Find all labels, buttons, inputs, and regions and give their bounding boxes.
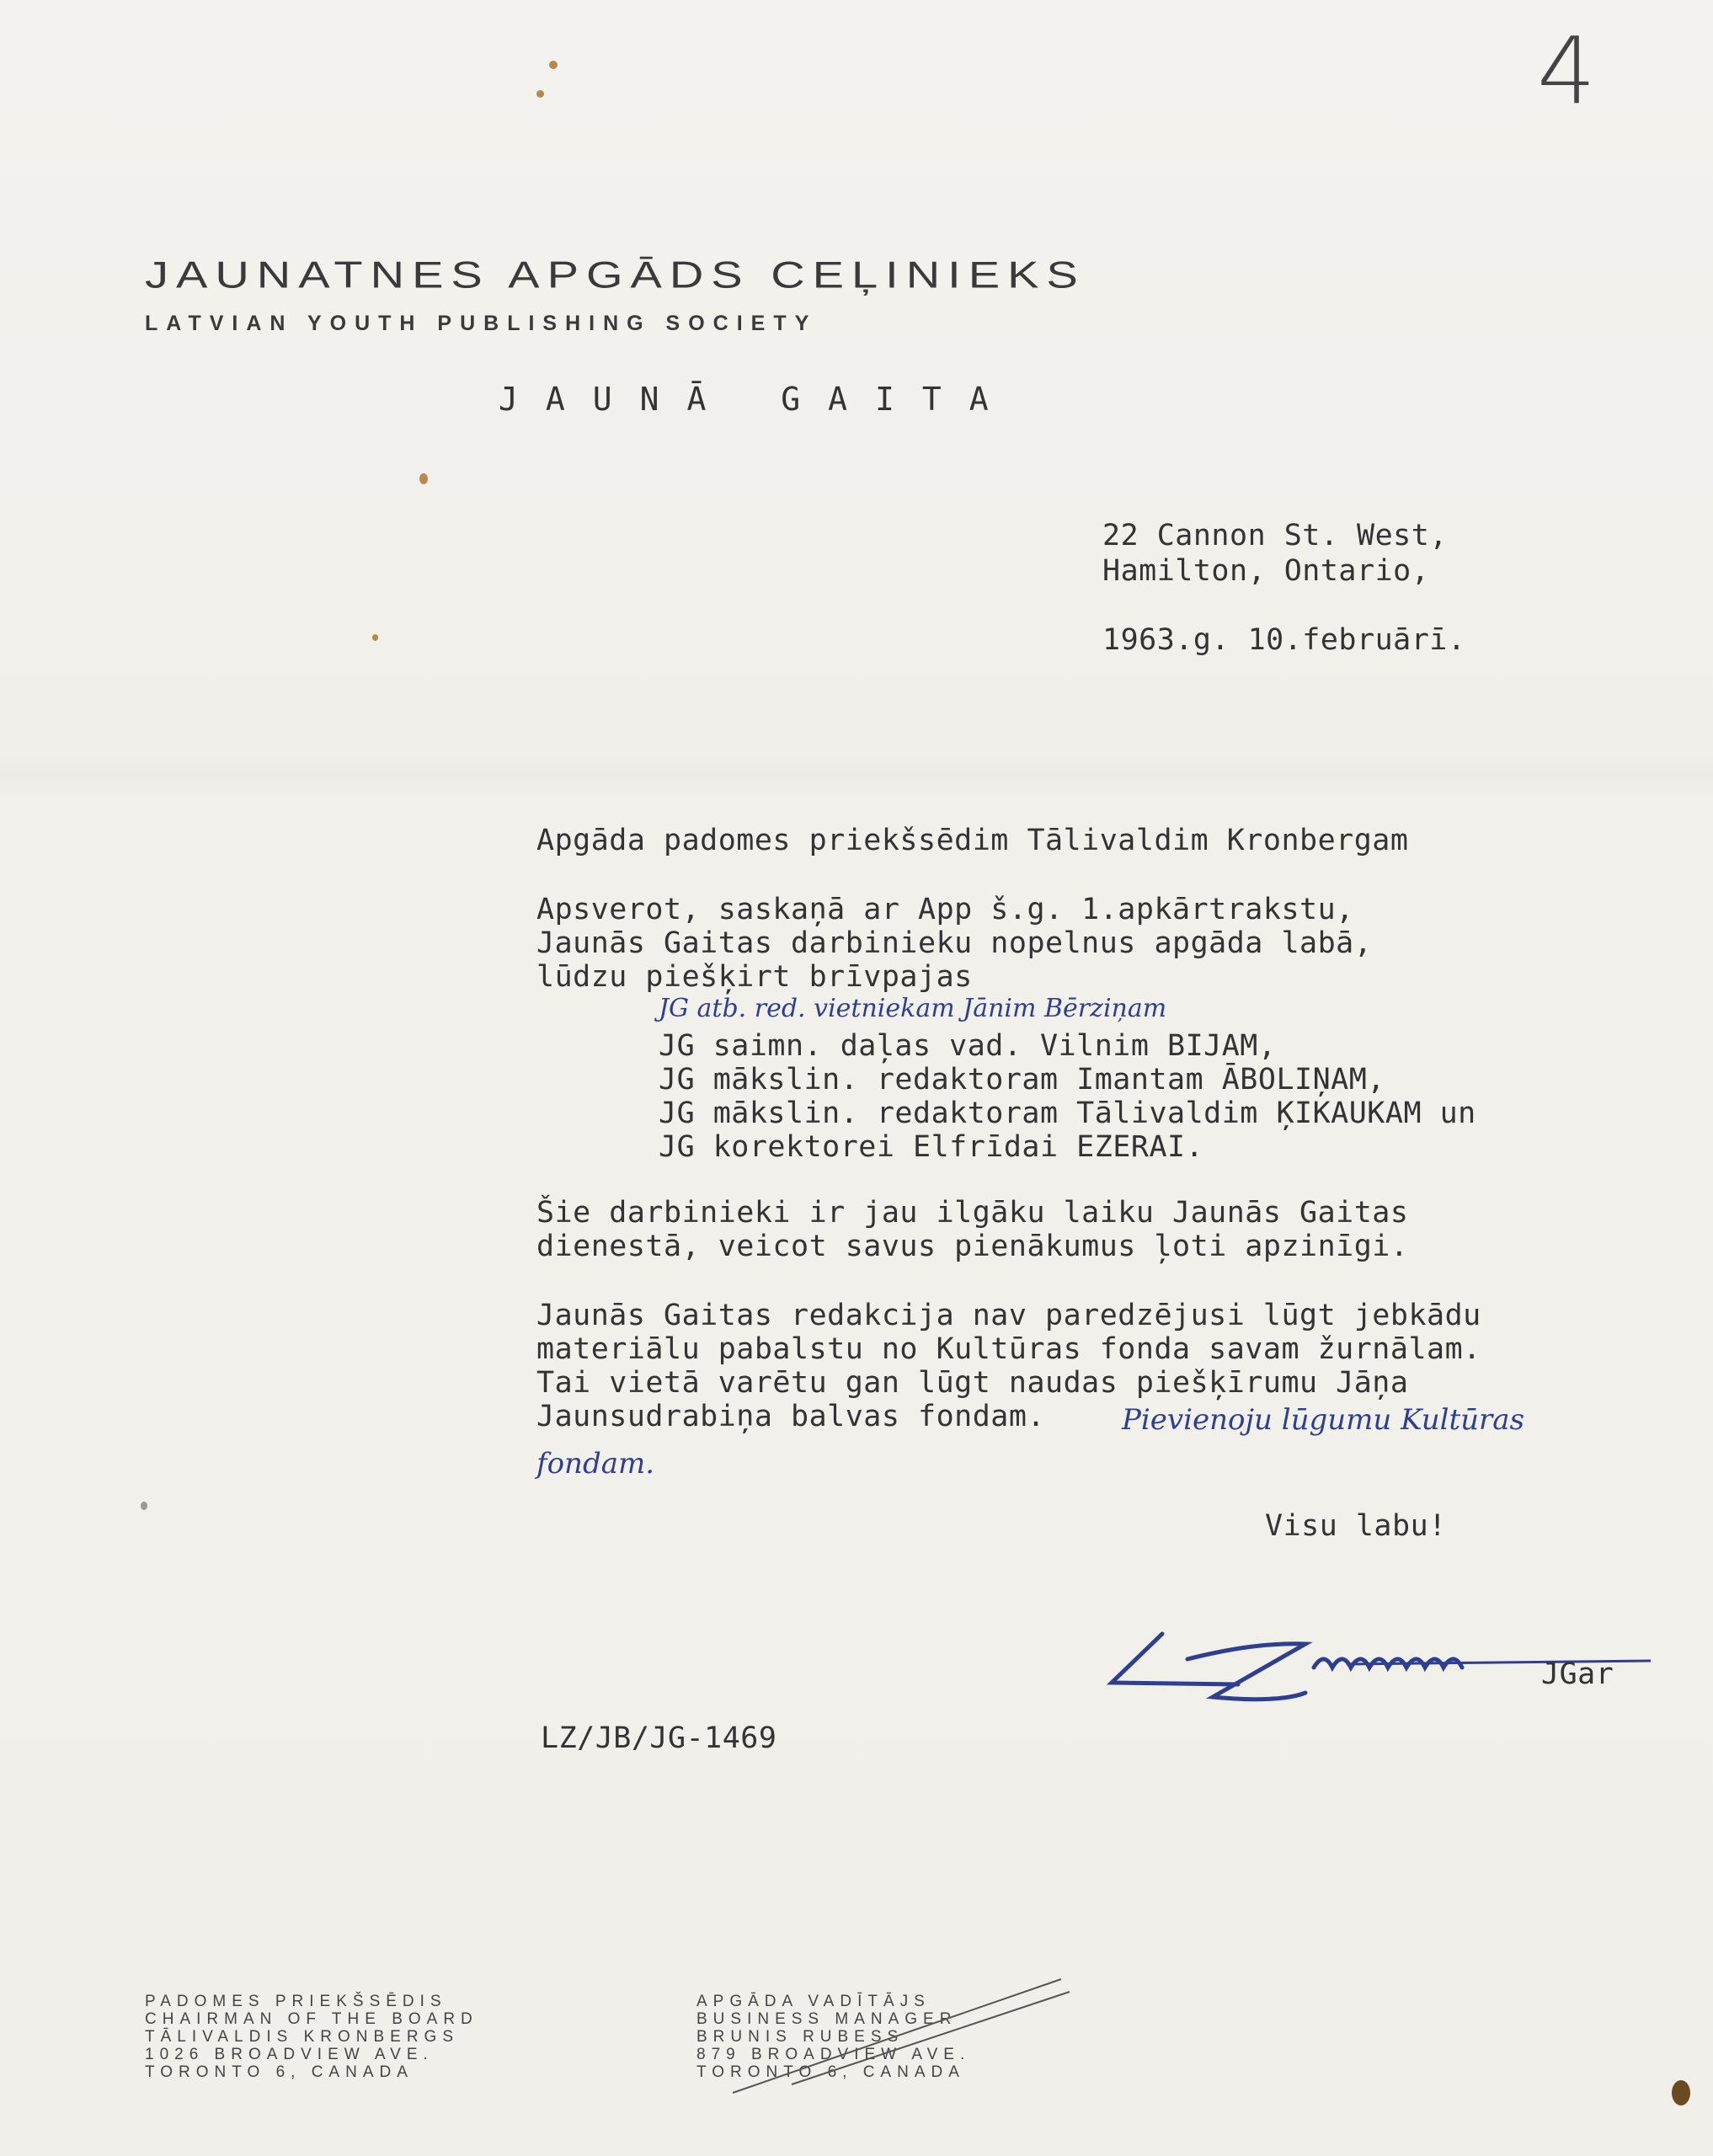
journal-name: JAUNĀ GAITA xyxy=(499,381,1017,418)
para1-line-1: Apsverot, saskaņā ar App š.g. 1.apkārtrakstu, xyxy=(536,893,1354,926)
signature-initials: JGar xyxy=(1541,1657,1614,1691)
paper-stain xyxy=(1672,2080,1690,2105)
page-number: 4 xyxy=(1537,17,1596,125)
handwritten-note-2: fondam. xyxy=(536,1447,655,1481)
letterhead-title: JAUNATNES APGĀDS CEĻINIEKS xyxy=(145,253,1086,296)
para2-line-1: Šie darbinieki ir jau ilgāku laiku Jaunās Gaitas xyxy=(536,1196,1409,1230)
footer-left-line-4: 1026 BROADVIEW AVE. xyxy=(145,2046,434,2063)
reference-code: LZ/JB/JG-1469 xyxy=(541,1721,777,1755)
closing: Visu labu! xyxy=(1265,1509,1447,1543)
footer-right-line-2: BUSINESS MANAGER xyxy=(696,2010,958,2028)
list-item-2: JG mākslin. redaktoram Imantam ĀBOLIŅAM, xyxy=(659,1063,1385,1097)
para3-line-4: Jaunsudrabiņa balvas fondam. xyxy=(536,1400,1046,1433)
para3-line-2: materiālu pabalstu no Kultūras fonda savam žurnālam. xyxy=(536,1332,1481,1366)
para1-line-3: lūdzu piešķirt brīvpajas xyxy=(536,960,973,994)
paper-spot xyxy=(549,61,558,69)
letterhead-subtitle: LATVIAN YOUTH PUBLISHING SOCIETY xyxy=(145,312,818,335)
paper-spot xyxy=(419,473,428,484)
handwritten-insert: JG atb. red. vietniekam Jānim Bērziņam xyxy=(659,994,1167,1023)
para1-line-2: Jaunās Gaitas darbinieku nopelnus apgāda labā, xyxy=(536,926,1373,960)
handwritten-note-1: Pievienoju lūgumu Kultūras xyxy=(1122,1403,1525,1437)
footer-left-line-1: PADOMES PRIEKŠSĒDIS xyxy=(145,1993,447,2010)
paper-spot xyxy=(536,90,544,98)
footer-left-line-3: TĀLIVALDIS KRONBERGS xyxy=(145,2028,459,2046)
address-line-2: Hamilton, Ontario, xyxy=(1102,554,1430,588)
list-item-1: JG saimn. daļas vad. Vilnim BIJAM, xyxy=(659,1029,1277,1063)
footer-right-line-5: TORONTO 6, CANADA xyxy=(696,2063,965,2081)
list-item-3: JG mākslin. redaktoram Tālivaldim ĶIKAUKAM un xyxy=(659,1097,1476,1130)
para3-line-3: Tai vietā varētu gan lūgt naudas piešķīrumu Jāņa xyxy=(536,1366,1409,1400)
footer-left-line-5: TORONTO 6, CANADA xyxy=(145,2063,414,2081)
paper-spot xyxy=(141,1502,147,1510)
paper-spot xyxy=(372,634,378,641)
footer-strikethrough xyxy=(724,1962,1078,2097)
letter-date: 1963.g. 10.februārī. xyxy=(1102,623,1466,657)
recipient-line: Apgāda padomes priekšsēdim Tālivaldim Kronbergam xyxy=(536,824,1409,857)
address-line-1: 22 Cannon St. West, xyxy=(1102,519,1448,552)
footer-right-line-4: 879 BROADVIEW AVE. xyxy=(696,2046,971,2063)
footer-chairman xyxy=(145,1993,478,2081)
footer-right-line-3: BRUNIS RUBESS xyxy=(696,2028,905,2046)
para2-line-2: dienestā, veicot savus pienākumus ļoti apzinīgi. xyxy=(536,1230,1409,1263)
footer-right-line-1: APGĀDA VADĪTĀJS xyxy=(696,1993,931,2010)
footer-left-line-2: CHAIRMAN OF THE BOARD xyxy=(145,2010,478,2028)
list-item-4: JG korektorei Elfrīdai EZERAI. xyxy=(659,1130,1204,1164)
para3-line-1: Jaunās Gaitas redakcija nav paredzējusi lūgt jebkādu xyxy=(536,1299,1481,1332)
